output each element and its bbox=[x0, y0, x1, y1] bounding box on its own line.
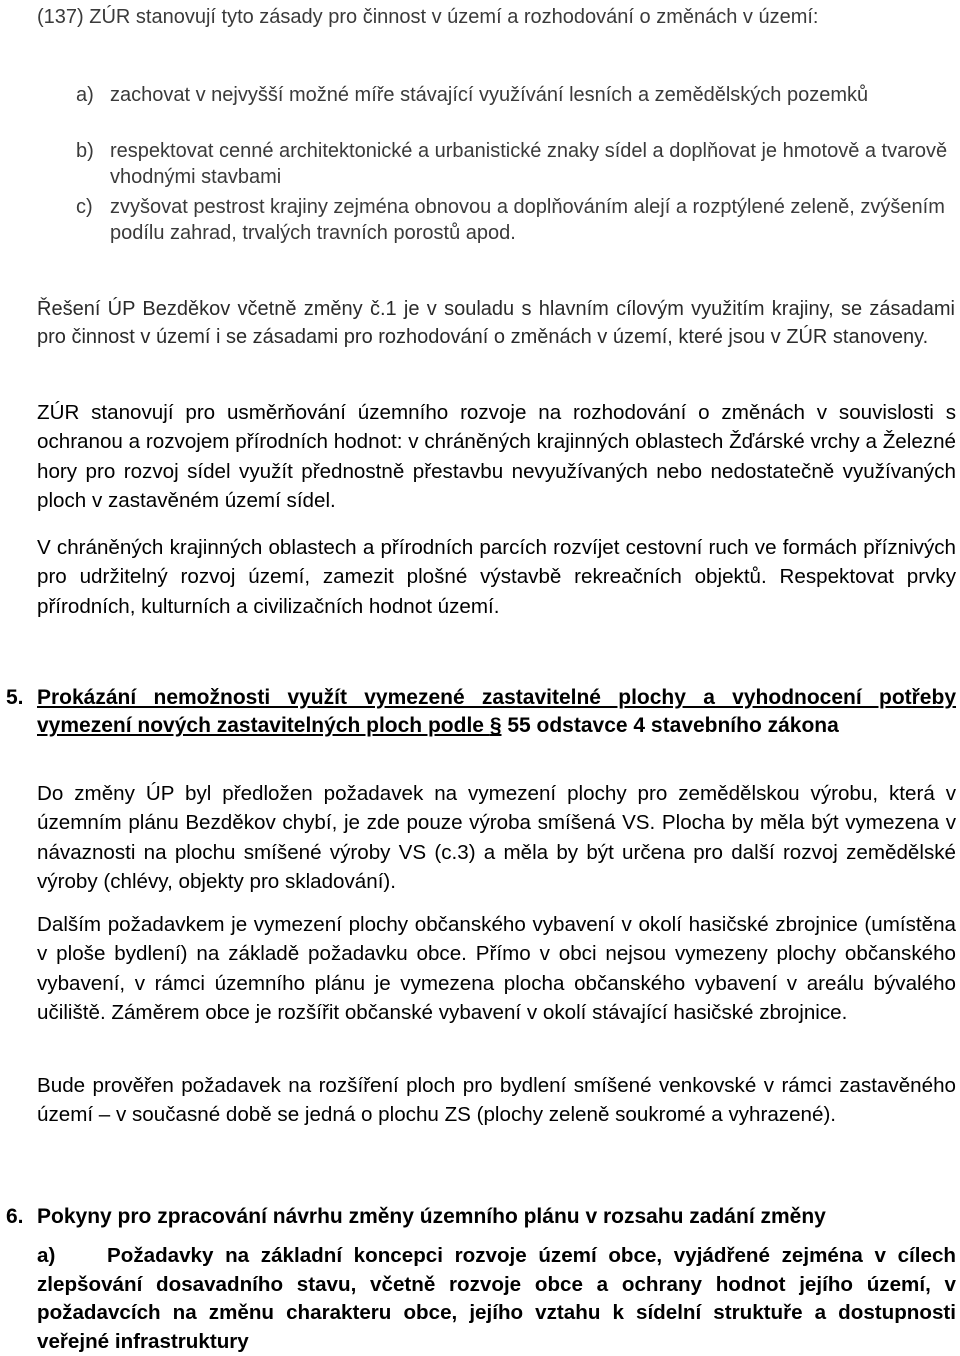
list-label-c: c) bbox=[76, 196, 93, 218]
section-5-number: 5. bbox=[6, 686, 24, 709]
section-6-title: Pokyny pro zpracování návrhu změny územního plánu v rozsahu zadání změny bbox=[37, 1205, 826, 1228]
list-text-a: zachovat v nejvyšší možné míře stávající využívání lesních a zemědělských pozemků bbox=[110, 84, 869, 106]
paragraph-chko: V chráněných krajinných oblastech a přírodních parcích rozvíjet cestovní ruch ve formách příznivých pro udržitelný rozvoj území, zamezit plošné výstavbě rekreačních objektů. Respektovat prvky přírodních, kulturních a civilizačních hodnot území. bbox=[37, 536, 956, 618]
section-6a-text: Požadavky na základní koncepci rozvoje území obce, vyjádřené zejména v cílech zlepšování dosavadního stavu, včetně rozvoje obce a ochrany hodnot jejího území, v požadavcích na změnu charakteru obce, jejího vztahu k sídelní struktuře a dostupnosti veřejné infrastruktury bbox=[37, 1244, 956, 1353]
section-5-heading bbox=[6, 684, 956, 740]
paragraph-agri-request: Do změny ÚP byl předložen požadavek na vymezení plochy pro zemědělskou výrobu, která v územním plánu Bezděkov chybí, je zde pouze výroba smíšená VS. Plocha by měla být vymezena v návaznosti na plochu smíšené výroby VS (c.3) a měla by být určena pro další rozvoj zemědělské výroby (chlévy, objekty pro skladování). bbox=[37, 782, 956, 894]
section-6-heading bbox=[6, 1203, 956, 1231]
p137-intro: (137) ZÚR stanovují tyto zásady pro činnost v území a rozhodování o změnách v území: bbox=[37, 6, 819, 28]
paragraph-zur-nature: ZÚR stanovují pro usměrňování územního rozvoje na rozhodování o změnách v souvislosti s ochranou a rozvojem přírodních hodnot: v chráněných krajinných oblastech Žďárské vrchy a Železné hory pro rozvoj sídel využít přednostně přestavbu nevyužívaných nebo nedostatečně využívaných ploch v zastavěném území sídel. bbox=[37, 401, 956, 513]
paragraph-housing-request: Bude prověřen požadavek na rozšíření ploch pro bydlení smíšené venkovské v rámci zastavěného území – v současné době se jedná o plochu ZS (plochy zeleně soukromé a vyhrazené). bbox=[37, 1074, 956, 1127]
list-item-a bbox=[76, 82, 956, 108]
solution-statement: Řešení ÚP Bezděkov včetně změny č.1 je v souladu s hlavním cílovým využitím krajiny, se zásadami pro činnost v území i se zásadami pro rozhodování o změnách v území, které jsou v ZÚR stanoveny. bbox=[37, 298, 955, 348]
list-label-a: a) bbox=[76, 84, 94, 106]
list-text-c: zvyšovat pestrost krajiny zejména obnovou a doplňováním alejí a rozptýlené zeleně, zvýšením podílu zahrad, trvalých travních porostů apod. bbox=[110, 196, 945, 244]
section-6-number: 6. bbox=[6, 1205, 24, 1228]
list-label-b: b) bbox=[76, 140, 94, 162]
section-6a-label: a) bbox=[37, 1244, 56, 1267]
list-text-b: respektovat cenné architektonické a urbanistické znaky sídel a doplňovat je hmotově a tvarově vhodnými stavbami bbox=[110, 140, 948, 188]
section-5-title: Prokázání nemožnosti využít vymezené zastavitelné plochy a vyhodnocení potřeby vymezení nových zastavitelných ploch podle § 55 odstavce 4 stavebního zákona bbox=[37, 686, 956, 737]
list-item-b bbox=[76, 138, 956, 190]
section-6a-requirements bbox=[37, 1242, 956, 1356]
list-item-c bbox=[76, 194, 956, 246]
paragraph-civic-request: Dalším požadavkem je vymezení plochy občanského vybavení v okolí hasičské zbrojnice (umístěna v ploše bydlení) na základě požadavku obce. Přímo v obci nejsou vymezeny plochy občanského vybavení, v rámci územního plánu je vymezena plocha občanského vybavení v areálu bývalého učiliště. Záměrem obce je rozšířit občanské vybavení v okolí stávající hasičské zbrojnice. bbox=[37, 913, 956, 1025]
